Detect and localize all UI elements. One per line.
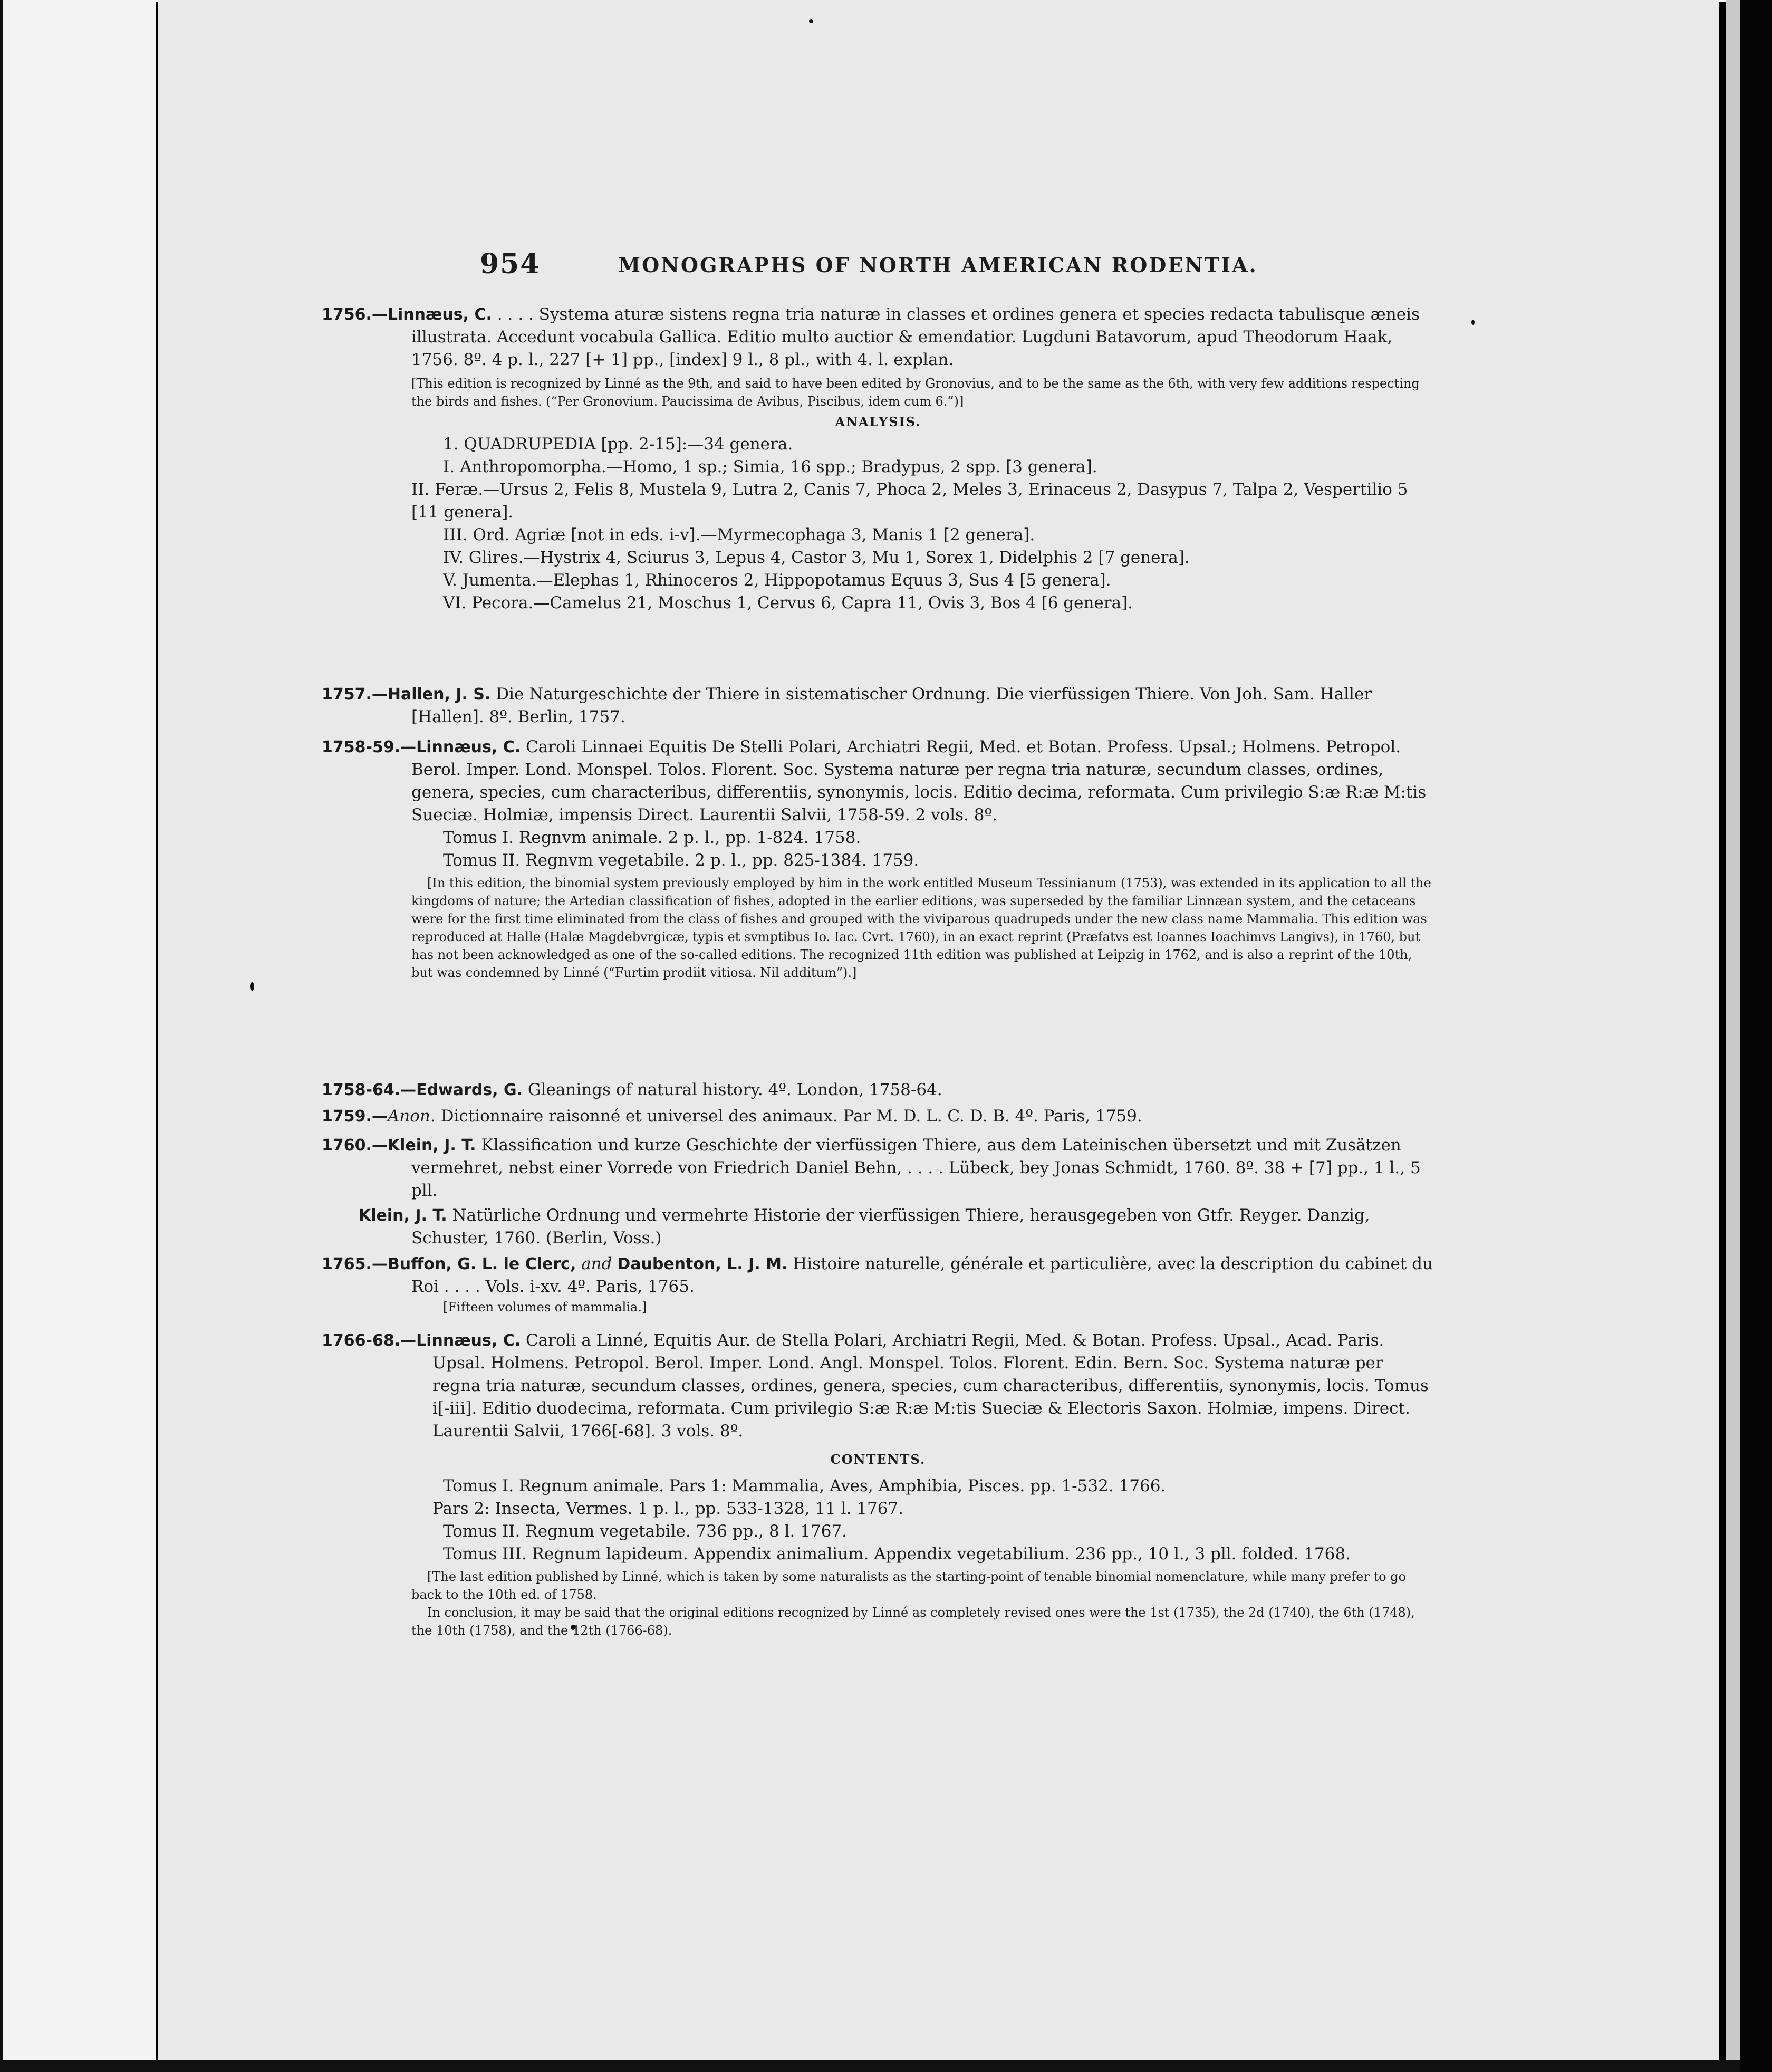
tome-line: Tomus II. Regnvm vegetabile. 2 p. l., pp. 825-1384. 1759. [443, 851, 919, 870]
entry-text: Histoire naturelle, générale et particulière, avec la description du cabinet du Roi . . . . Vols. i-xv. 4º. Paris, 1765. [411, 1254, 1433, 1296]
analysis-heading: ANALYSIS. [835, 414, 921, 429]
right-dark-margin [1740, 0, 1772, 2072]
tome-line: Tomus I. Regnvm animale. 2 p. l., pp. 1-824. 1758. [443, 828, 861, 847]
analysis-line: II. Feræ.—Ursus 2, Felis 8, Mustela 9, Lutra 2, Canis 7, Phoca 2, Meles 3, Erinaceus 2, Dasypus 7, Talpa 2, Vespertilio 5 [11 genera]. [411, 480, 1408, 522]
analysis-line: VI. Pecora.—Camelus 21, Moschus 1, Cervus 6, Capra 11, Ovis 3, Bos 4 [6 genera]. [443, 593, 1133, 612]
analysis-line: III. Ord. Agriæ [not in eds. i-v].—Myrmecophaga 3, Manis 1 [2 genera]. [443, 525, 1035, 544]
entry-lead: 1758-64.—Edwards, G. [322, 1081, 523, 1099]
entry-lead: 1758-59.—Linnæus, C. [322, 738, 521, 756]
entry-text: Caroli a Linné, Equitis Aur. de Stella Polari, Archiatri Regii, Med. & Botan. Profess. Upsal., Acad. Paris. Upsal. Holmens. Petropol. Berol. Imper. Lond. Angl. Monspel. Tolos. Florent. Edin. Bern. Soc. Systema naturæ per regna tria naturæ, secundum classes, ordines, genera, species, cum characteribus, differentiis, synonymis, locis. Tomus i[-iii]. Editio duodecima, reformata. Cum privilegio S:æ R:æ M:tis Sueciæ & Electoris Saxon. Holmiæ, impens. Direct. Laurentii Salvii, 1766[-68]. 3 vols. 8º. [432, 1331, 1429, 1441]
entry-lead: 1759.— [322, 1107, 388, 1126]
scan-border-bottom [0, 2060, 1772, 2072]
entry-1757 [322, 683, 1434, 728]
entry-1758-64 [322, 1079, 1434, 1101]
entry-text: Die Naturgeschichte der Thiere in sistematischer Ordnung. Die vierfüssigen Thiere. Von Joh. Sam. Haller [Hallen]. 8º. Berlin, 1757. [411, 685, 1372, 726]
entry-lead-and: and [576, 1254, 618, 1273]
contents-line: Pars 2: Insecta, Vermes. 1 p. l., pp. 533-1328, 11 l. 1767. [432, 1499, 904, 1518]
entry-text: Klassification und kurze Geschichte der vierfüssigen Thiere, aus dem Lateinischen übersetzt und mit Zusätzen vermehret, nebst einer Vorrede von Friedrich Daniel Behn, . . . . Lübeck, bey Jonas Schmidt, 1760. 8º. 38 + [7] pp., 1 l., 5 pll. [411, 1136, 1421, 1200]
entry-1758-59 [322, 736, 1434, 982]
analysis-line: I. Anthropomorpha.—Homo, 1 sp.; Simia, 16 spp.; Bradypus, 2 spp. [3 genera]. [443, 457, 1097, 476]
entry-lead: 1756.—Linnæus, C. [322, 305, 492, 324]
analysis-line: V. Jumenta.—Elephas 1, Rhinoceros 2, Hippopotamus Equus 3, Sus 4 [5 genera]. [443, 571, 1111, 590]
entry-text: Dictionnaire raisonné et universel des animaux. Par M. D. L. C. D. B. 4º. Paris, 1759. [435, 1107, 1142, 1126]
entry-lead-italic: Anon. [387, 1107, 436, 1126]
entry-note: [Fifteen volumes of mammalia.] [443, 1300, 647, 1315]
entry-note-conclusion: In conclusion, it may be said that the original editions recognized by Linné as completely revised ones were the 1st (1735), the 2d (1740), the 6th (1748), the 10th (1758), and the 12th (1766-68). [411, 1605, 1415, 1638]
page-number: 954 [480, 248, 541, 280]
entry-sub-lead: Klein, J. T. [359, 1206, 447, 1225]
entry-lead: 1766-68.—Linnæus, C. [322, 1331, 521, 1350]
speck-top [809, 19, 813, 23]
page-edge-shadow [1726, 0, 1740, 2060]
contents-line: Tomus I. Regnum animale. Pars 1: Mammalia, Aves, Amphibia, Pisces. pp. 1-532. 1766. [443, 1476, 1166, 1495]
entry-text: Caroli Linnaei Equitis De Stelli Polari, Archiatri Regii, Med. et Botan. Profess. Upsal.; Holmens. Petropol. Berol. Imper. Lond. Monspel. Tolos. Florent. Soc. Systema naturæ per regna tria naturæ, secundum classes, ordines, genera, species, cum characteribus, differentiis, synonymis, locis. Editio decima, reformata. Cum privilegio S:æ R:æ M:tis Sueciæ. Holmiæ, impensis Direct. Laurentii Salvii, 1758-59. 2 vols. 8º. [411, 737, 1427, 824]
running-title: MONOGRAPHS OF NORTH AMERICAN RODENTIA. [618, 253, 1258, 277]
entry-1756 [322, 303, 1434, 615]
page-header [480, 248, 1419, 285]
analysis-line: 1. QUADRUPEDIA [pp. 2-15]:—34 genera. [443, 435, 793, 454]
entry-note: [The last edition published by Linné, which is taken by some naturalists as the starting-point of tenable binomial nomenclature, while many prefer to go back to the 10th ed. of 1758. [411, 1569, 1407, 1602]
entry-1766-68 [322, 1329, 1434, 1639]
contents-line: Tomus II. Regnum vegetabile. 736 pp., 8 l. 1767. [443, 1522, 847, 1541]
contents-heading: CONTENTS. [830, 1452, 926, 1467]
entry-text: . . . . Systema aturæ sistens regna tria naturæ in classes et ordines genera et species redacta tabulisque æneis illustrata. Accedunt vocabula Gallica. Editio multo auctior & emendatior. Lugduni Batavorum, apud Theodorum Haak, 1756. 8º. 4 p. l., 227 [+ 1] pp., [index] 9 l., 8 pl., with 4. l. explan. [411, 305, 1420, 369]
speck-right [1471, 320, 1475, 325]
entry-1760 [322, 1134, 1434, 1250]
entry-text: Gleanings of natural history. 4º. London, 1758-64. [523, 1080, 942, 1099]
entry-lead: 1765.—Buffon, G. L. le Clerc, [322, 1255, 576, 1273]
entry-lead: 1760.—Klein, J. T. [322, 1136, 476, 1155]
entry-1759 [322, 1105, 1434, 1128]
contents-line: Tomus III. Regnum lapideum. Appendix animalium. Appendix vegetabilium. 236 pp., 10 l., 3 pll. folded. 1768. [443, 1545, 1351, 1563]
scan-border-left-line [0, 0, 3, 2072]
speck-left [250, 982, 254, 991]
scan-border-left-white [3, 0, 156, 2060]
entry-sub-text: Natürliche Ordnung und vermehrte Historie der vierfüssigen Thiere, herausgegeben von Gtfr. Reyger. Danzig, Schuster, 1760. (Berlin, Voss.) [411, 1206, 1370, 1248]
analysis-line: IV. Glires.—Hystrix 4, Sciurus 3, Lepus 4, Castor 3, Mu 1, Sorex 1, Didelphis 2 [7 genera]. [443, 548, 1190, 567]
entry-1765 [322, 1253, 1434, 1316]
entry-lead: 1757.—Hallen, J. S. [322, 685, 491, 704]
entry-note: [This edition is recognized by Linné as the 9th, and said to have been edited by Gronovius, and to be the same as the 6th, with very few additions respecting the birds and fishes. (“Per Gronovium. Paucissima de Avibus, Piscibus, idem cum 6.”)] [411, 376, 1420, 409]
entry-note: [In this edition, the binomial system previously employed by him in the work entitled Museum Tessinianum (1753), was extended in its application to all the kingdoms of nature; the Artedian classification of fishes, adopted in the earlier editions, was superseded by the familiar Linnæan system, and the cetaceans were for the first time eliminated from the class of fishes and grouped with the viviparous quadrupeds under the new class name Mammalia. This edition was reproduced at Halle (Halæ Magdebvrgicæ, typis et svmptibus Io. Iac. Cvrt. 1760), in an exact reprint (Præfatvs est Ioannes Ioachimvs Langivs), in 1760, but has not been acknowledged as one of the so-called editions. The recognized 11th edition was published at Leipzig in 1762, and is also a reprint of the 10th, but was condemned by Linné (“Furtim prodiit vitiosa. Nil additum”).] [411, 876, 1431, 980]
entry-lead-2: Daubenton, L. J. M. [617, 1255, 788, 1273]
